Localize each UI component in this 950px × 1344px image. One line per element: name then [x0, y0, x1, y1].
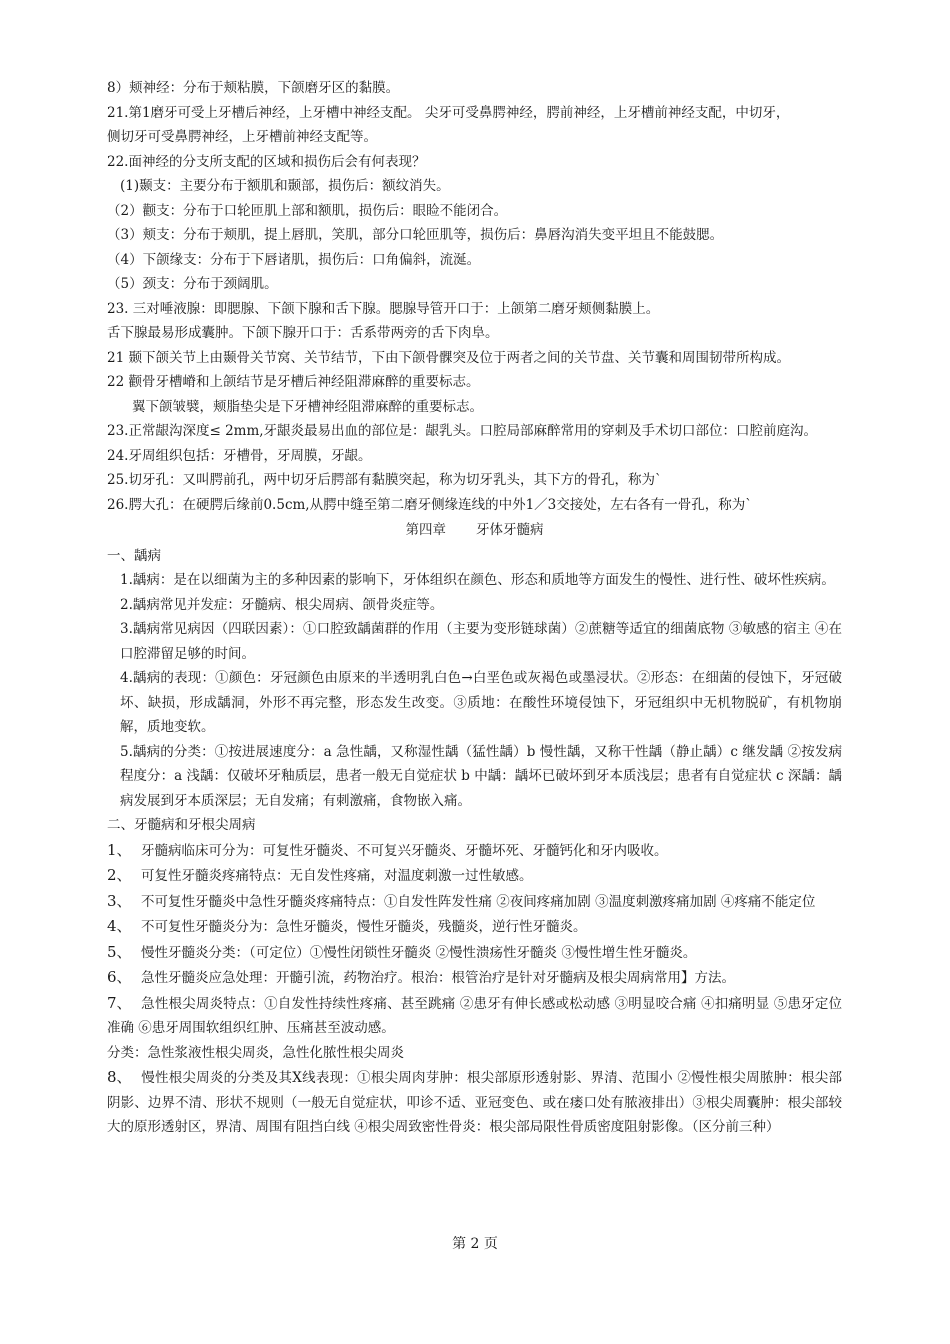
text-line: (1)颞支：主要分布于额肌和颞部，损伤后：额纹消失。: [120, 178, 450, 194]
list-item: [107, 838, 842, 864]
classification-line: 分类：急性浆液性根尖周炎，急性化脓性根尖周炎: [107, 1044, 404, 1061]
page-content: [107, 76, 842, 1140]
section-heading: 二、牙髓病和牙根尖周病: [107, 817, 256, 833]
text-line: 25.切牙孔：又叫腭前孔，两中切牙后腭部有黏膜突起，称为切牙乳头，其下方的骨孔，称为`: [107, 472, 662, 488]
item-number: 3、: [107, 891, 132, 910]
text-line: （2）颧支：分布于口轮匝肌上部和额肌，损伤后：眼睑不能闭合。: [107, 202, 508, 219]
text-line: （4）下颌缘支：分布于下唇诸肌，损伤后：口角偏斜，流涎。: [107, 251, 481, 268]
item-number: 5、: [107, 942, 132, 961]
page-number: 第 2 页: [452, 1236, 498, 1252]
list-item: [107, 940, 842, 966]
text-line: （3）颊支：分布于颊肌，提上唇肌，笑肌，部分口轮匝肌等，损伤后：鼻唇沟消失变平坦且不能鼓腮。: [107, 227, 724, 243]
item-number: 8、: [107, 1068, 132, 1086]
list-item: [107, 991, 842, 1041]
paragraph: 2.龋病常见并发症：牙髓病、根尖周病、颌骨炎症等。: [120, 596, 444, 613]
item-text: 慢性牙髓炎分类：（可定位）①慢性闭锁性牙髓炎 ②慢性溃疡性牙髓炎 ③慢性增生性牙髓炎。: [141, 944, 697, 961]
paragraph: 3.龋病常见病因（四联因素）：①口腔致龋菌群的作用（主要为变形链球菌）②蔗糖等适宜的细菌底物 ③敏感的宿主 ④在口腔滞留足够的时间。: [120, 621, 842, 662]
item-number: 7、: [107, 993, 132, 1012]
item-text: 不可复性牙髓炎分为：急性牙髓炎，慢性牙髓炎，残髓炎，逆行性牙髓炎。: [141, 919, 587, 935]
list-item: [107, 914, 842, 940]
paragraph: 5.龋病的分类：①按进展速度分：a 急性龋，又称湿性龋（猛性龋）b 慢性龋，又称干性龋（静止龋）c 继发龋 ②按发病程度分：a 浅龋：仅破坏牙釉质层，患者一般无自觉症状 b 中龋：龋坏已破坏到牙本质浅层；患者有自觉症状 c 深龋：龋病发展到牙本质深层；无自发痛；有刺激痛，食物嵌入痛。: [120, 743, 842, 809]
text-line: 22.面神经的分支所支配的区域和损伤后会有何表现？: [107, 153, 426, 170]
list-item: [107, 965, 842, 991]
text-line: 23.正常龈沟深度≤ 2mm,牙龈炎最易出血的部位是：龈乳头。口腔局部麻醉常用的穿刺及手术切口部位：口腔前庭沟。: [107, 423, 818, 439]
text-line: 翼下颌皱襞，颊脂垫尖是下牙槽神经阻滞麻醉的重要标志。: [132, 398, 483, 415]
text-line: 舌下腺最易形成囊肿。下颌下腺开口于：舌系带两旁的舌下肉阜。: [107, 325, 499, 341]
text-line: 24.牙周组织包括：牙槽骨，牙周膜，牙龈。: [107, 447, 372, 464]
chapter-title: 牙体牙髓病: [476, 522, 544, 538]
text-line: （5）颈支：分布于颈阔肌。: [107, 276, 278, 292]
paragraph: 4.龋病的表现：①颜色：牙冠颜色由原来的半透明乳白色→白垩色或灰褐色或墨浸状。②形态：在细菌的侵蚀下，牙冠破坏、缺损，形成龋洞，外形不再完整，形态发生改变。③质地：在酸性环境侵蚀下，牙冠组织中无机物脱矿，有机物崩解，质地变软。: [120, 670, 842, 735]
item-text: 可复性牙髓炎疼痛特点：无自发性疼痛，对温度刺激一过性敏感。: [141, 868, 533, 884]
text-line: 21.第1磨牙可受上牙槽后神经，上牙槽中神经支配。 尖牙可受鼻腭神经，腭前神经，上牙槽前神经支配，中切牙，: [107, 104, 790, 121]
list-item: [107, 889, 842, 915]
chapter-number: 第四章: [405, 522, 446, 538]
item-text: 牙髓病临床可分为：可复性牙髓炎、不可复兴牙髓炎、牙髓坏死、牙髓钙化和牙内吸收。: [141, 842, 668, 859]
item-number: 1、: [107, 840, 132, 859]
text-line: 侧切牙可受鼻腭神经，上牙槽前神经支配等。: [107, 129, 377, 145]
paragraph: 1.龋病：是在以细菌为主的多种因素的影响下，牙体组织在颜色、形态和质地等方面发生的慢性、进行性、破坏性疾病。: [120, 572, 835, 588]
text-line: 23. 三对唾液腺：即腮腺、下颌下腺和舌下腺。腮腺导管开口于：上颌第二磨牙颊侧黏膜上。: [107, 300, 660, 317]
chapter-heading: [107, 518, 842, 543]
item-text: 急性牙髓炎应急处理：开髓引流，药物治疗。根治：根管治疗是针对牙髓病及根尖周病常用】方法。: [141, 970, 735, 986]
text-line: 26.腭大孔：在硬腭后缘前0.5cm,从腭中缝至第二磨牙侧缘连线的中外1／3交接处，左右各有一骨孔，称为`: [107, 496, 753, 513]
list-item: [107, 1065, 842, 1140]
text-line: 8）颊神经：分布于颊粘膜，下颌磨牙区的黏膜。: [107, 80, 400, 96]
item-text: 不可复性牙髓炎中急性牙髓炎疼痛特点：①自发性阵发性痛 ②夜间疼痛加剧 ③温度刺激疼痛加剧 ④疼痛不能定位: [141, 893, 816, 910]
item-number: 2、: [107, 866, 132, 884]
item-number: 4、: [107, 917, 132, 935]
section-heading: 一、龋病: [107, 547, 161, 564]
item-text: 急性根尖周炎特点：①自发性持续性疼痛、甚至跳痛 ②患牙有伸长感或松动感 ③明显咬合痛 ④扣痛明显 ⑤患牙定位准确 ⑥患牙周围软组织红肿、压痛甚至波动感。: [107, 995, 842, 1036]
text-line: 22 颧骨牙槽嵴和上颌结节是牙槽后神经阻滞麻醉的重要标志。: [107, 374, 480, 390]
text-line: 21 颞下颌关节上由颞骨关节窝、关节结节，下由下颌骨髁突及位于两者之间的关节盘、关节囊和周围韧带所构成。: [107, 349, 790, 366]
item-text: 慢性根尖周炎的分类及其X线表现：①根尖周肉芽肿：根尖部原形透射影、界清、范围小 ②慢性根尖周脓肿：根尖部阴影、边界不清、形状不规则（一般无自觉症状，叩诊不适、亚冠变色、或在瘘口处有脓液排出）③根尖周囊肿：根尖部较大的原形透射区，界清、周围有阻挡白线 ④根尖周致密性骨炎：根尖部局限性骨质密度阻射影像。（区分前三种）: [107, 1070, 842, 1135]
list-item: [107, 863, 842, 889]
item-number: 6、: [107, 968, 132, 986]
